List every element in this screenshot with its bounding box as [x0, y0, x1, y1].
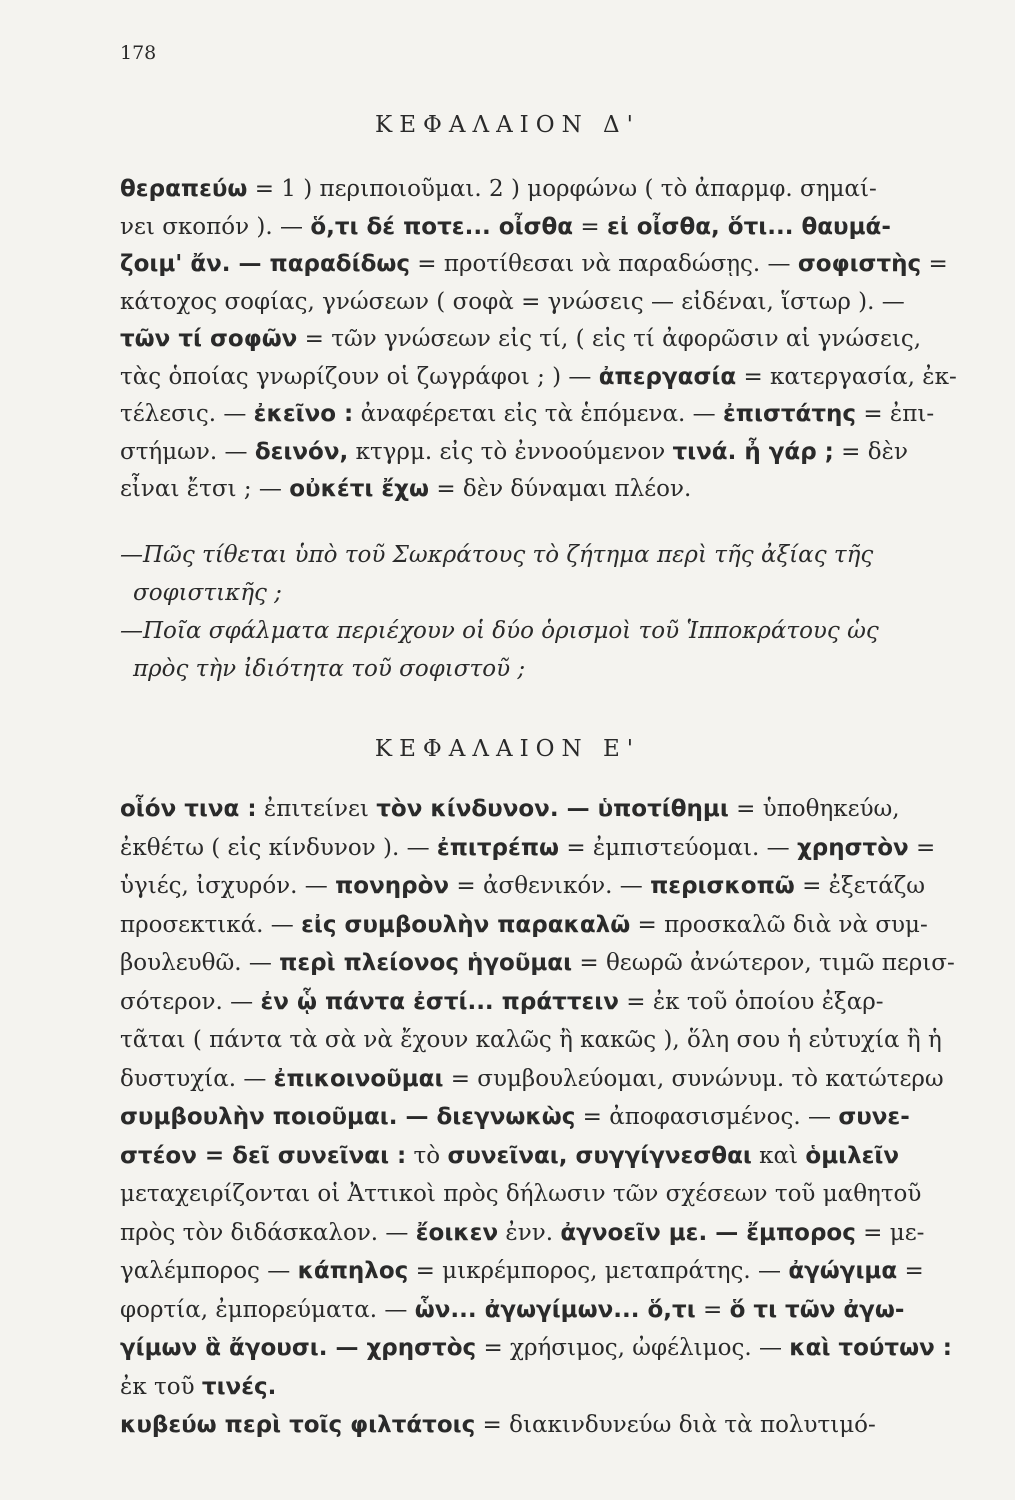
glossed-term: γίμων ἃ ἄγουσι. — χρηστὸς: [120, 1335, 477, 1361]
text-line: [120, 324, 1010, 354]
glossed-term: ὅ,τι δέ ποτε... οἶσθα: [310, 213, 574, 240]
glossed-term: ἐπιστάτης: [722, 401, 857, 427]
glossed-term: χρηστὸν: [796, 834, 909, 861]
text-line: [120, 212, 1010, 242]
gloss-text: σότερον. —: [120, 988, 261, 1015]
gloss-text: = ἐπι-: [856, 401, 935, 427]
text-line: [120, 287, 1010, 317]
gloss-text: = 1 ) περιποιοῦμαι. 2 ) μορφώνω ( τὸ ἀπαρμφ. σημαί-: [247, 176, 877, 202]
gloss-text: =: [695, 1296, 730, 1323]
gloss-text: = προτίθεσαι νὰ παραδώσῃς. —: [410, 251, 798, 277]
gloss-text: =: [573, 213, 607, 240]
glossed-term: ἔοικεν: [415, 1219, 499, 1246]
gloss-text: φορτία, ἐμπορεύματα. —: [120, 1296, 415, 1323]
gloss-text: τέλεσις. —: [120, 401, 254, 427]
gloss-text: τὰς ὁποίας γνωρίζουν οἱ ζωγράφοι ; ) —: [120, 363, 599, 390]
text-line: [120, 249, 1010, 279]
gloss-text: = ἀποφασισμένος. —: [575, 1104, 839, 1130]
review-question-line: —Πῶς τίθεται ὑπὸ τοῦ Σωκράτους τὸ ζήτημα περὶ τῆς ἀξίας τῆς: [120, 542, 874, 568]
glossed-term: καὶ τούτων :: [789, 1335, 952, 1361]
gloss-text: γαλέμπορος —: [120, 1258, 298, 1284]
text-line: [120, 1141, 1010, 1171]
gloss-text: =: [921, 251, 948, 277]
text-line: [120, 1025, 1010, 1055]
gloss-text: = με-: [855, 1219, 925, 1246]
gloss-text: προσεκτικά. —: [120, 911, 302, 938]
text-line: [120, 362, 1010, 392]
gloss-text: = ἀσθενικόν. —: [449, 873, 651, 899]
gloss-text: ἀναφέρεται εἰς τὰ ἑπόμενα. —: [353, 401, 723, 427]
gloss-text: βουλευθῶ. —: [120, 950, 280, 976]
glossed-term: ὅ τι τῶν ἀγω-: [729, 1296, 905, 1323]
glossed-term: ἀγώγιμα: [788, 1258, 898, 1284]
glossed-term: τῶν τί σοφῶν: [120, 326, 298, 352]
glossed-term: περισκοπῶ: [650, 873, 795, 899]
gloss-text: πρὸς τὸν διδάσκαλον. —: [120, 1219, 416, 1246]
text-line: [120, 174, 1010, 204]
gloss-text: ἐπιτείνει: [256, 796, 377, 822]
gloss-text: κάτοχος σοφίας, γνώσεων ( σοφὰ = γνώσεις — εἰδέναι, ἵστωρ ). —: [120, 288, 905, 315]
review-question-line: —Ποῖα σφάλματα περιέχουν οἱ δύο ὁρισμοὶ τοῦ Ἱπποκράτους ὡς: [120, 618, 879, 644]
chapter-d-heading: ΚΕΦΑΛΑΙΟΝ Δ': [375, 112, 640, 138]
gloss-text: =: [908, 834, 936, 861]
gloss-text: =: [897, 1258, 924, 1284]
glossed-term: στέον = δεῖ συνεῖναι :: [120, 1142, 407, 1169]
gloss-text: καὶ: [751, 1142, 806, 1169]
text-line: [120, 910, 1010, 940]
gloss-text: δυστυχία. —: [120, 1065, 274, 1092]
gloss-text: = ἐκ τοῦ ὁποίου ἐξαρ-: [618, 988, 884, 1015]
text-line: [120, 1064, 1010, 1094]
glossed-term: πονηρὸν: [335, 873, 450, 899]
gloss-text: = ἐμπιστεύομαι. —: [559, 834, 797, 861]
gloss-text: = δὲν δύναμαι πλέον.: [429, 476, 692, 502]
text-line: [120, 1333, 1010, 1363]
glossed-term: ἐν ᾧ πάντα ἐστί... πράττειν: [260, 988, 619, 1015]
glossed-term: τὸν κίνδυνον. — ὑποτίθημι: [376, 796, 729, 822]
text-line: [120, 474, 1010, 504]
glossed-term: ζοιμ' ἄν. — παραδίδως: [120, 251, 410, 277]
glossed-term: τινές.: [201, 1373, 277, 1400]
glossed-term: συμβουλὴν ποιοῦμαι. — διεγνωκὼς: [120, 1104, 576, 1130]
glossed-term: οἷόν τινα :: [120, 796, 257, 822]
glossed-term: ἐκεῖνο :: [253, 401, 354, 427]
text-line: [120, 987, 1010, 1017]
gloss-text: = ὑποθηκεύω,: [728, 796, 900, 822]
glossed-term: ἐπιτρέπω: [436, 834, 560, 861]
gloss-text: = δὲν: [833, 438, 908, 465]
glossed-term: κυβεύω περὶ τοῖς φιλτάτοις: [120, 1412, 476, 1438]
glossed-term: ἀπεργασία: [598, 363, 737, 390]
chapter-e-heading: ΚΕΦΑΛΑΙΟΝ Ε': [374, 736, 641, 762]
gloss-text: = συμβουλεύομαι, συνώνυμ. τὸ κατώτερω: [443, 1065, 944, 1092]
glossed-term: σοφιστὴς: [797, 251, 922, 277]
text-line: [120, 1372, 1010, 1402]
gloss-text: = τῶν γνώσεων εἰς τί, ( εἰς τί ἀφορῶσιν αἱ γνώσεις,: [297, 326, 922, 352]
glossed-term: κάπηλος: [297, 1258, 409, 1284]
gloss-text: ἐκ τοῦ: [120, 1373, 202, 1400]
gloss-text: ἐνν.: [498, 1219, 561, 1246]
glossed-term: οὐκέτι ἔχω: [289, 476, 430, 502]
review-question-line: σοφιστικῆς ;: [133, 580, 282, 606]
text-line: [120, 1102, 1010, 1132]
review-question-line: πρὸς τὴν ἰδιότητα τοῦ σοφιστοῦ ;: [133, 656, 526, 682]
text-line: [120, 1179, 1010, 1209]
gloss-text: ἐκθέτω ( εἰς κίνδυνον ). —: [120, 834, 437, 861]
glossed-term: εἰ οἶσθα, ὅτι... θαυμά-: [607, 213, 891, 240]
text-line: [120, 1410, 1010, 1440]
glossed-term: συνε-: [838, 1104, 910, 1130]
gloss-text: στήμων. —: [120, 438, 255, 465]
text-line: [120, 794, 1010, 824]
gloss-text: τὸ: [406, 1142, 448, 1169]
glossed-term: ἐπικοινοῦμαι: [273, 1065, 444, 1092]
text-line: [120, 871, 1010, 901]
gloss-text: νει σκοπόν ). —: [120, 213, 311, 240]
text-line: [120, 1218, 1010, 1248]
gloss-text: = κατεργασία, ἐκ-: [736, 363, 957, 390]
glossed-term: περὶ πλείονος ἡγοῦμαι: [279, 950, 573, 976]
gloss-text: = ἐξετάζω: [794, 873, 926, 899]
glossed-term: ἀγνοεῖν με. — ἔμπορος: [560, 1219, 856, 1246]
text-line: [120, 399, 1010, 429]
text-line: [120, 437, 1010, 467]
glossed-term: ὧν... ἀγωγίμων... ὅ,τι: [414, 1296, 696, 1323]
gloss-text: κτγρμ. εἰς τὸ ἐννοούμενον: [348, 438, 673, 465]
text-line: [120, 833, 1010, 863]
gloss-text: ὑγιές, ἰσχυρόν. —: [120, 873, 336, 899]
gloss-text: εἶναι ἔτσι ; —: [120, 476, 290, 502]
gloss-text: = προσκαλῶ διὰ νὰ συμ-: [630, 911, 928, 938]
text-line: [120, 1295, 1010, 1325]
glossed-term: δεινόν,: [254, 438, 349, 465]
glossed-term: τινά. ἦ γάρ ;: [672, 438, 834, 465]
glossed-term: εἰς συμβουλὴν παρακαλῶ: [301, 911, 631, 938]
text-line: [120, 1256, 1010, 1286]
gloss-text: = μικρέμπορος, μεταπράτης. —: [408, 1258, 789, 1284]
glossed-term: θεραπεύω: [120, 176, 248, 202]
gloss-text: = διακινδυνεύω διὰ τὰ πολυτιμό-: [475, 1412, 876, 1438]
text-line: [120, 948, 1010, 978]
glossed-term: συνεῖναι, συγγίγνεσθαι: [447, 1142, 752, 1169]
gloss-text: = θεωρῶ ἀνώτερον, τιμῶ περισ-: [572, 950, 955, 976]
glossed-term: ὁμιλεῖν: [805, 1142, 900, 1169]
gloss-text: τᾶται ( πάντα τὰ σὰ νὰ ἔχουν καλῶς ἢ κακῶς ), ὅλη σου ἡ εὐτυχία ἢ ἡ: [120, 1027, 942, 1053]
gloss-text: = χρήσιμος, ὠφέλιμος. —: [476, 1335, 790, 1361]
page-number: 178: [120, 42, 157, 64]
gloss-text: μεταχειρίζονται οἱ Ἀττικοὶ πρὸς δήλωσιν τῶν σχέσεων τοῦ μαθητοῦ: [120, 1181, 922, 1207]
